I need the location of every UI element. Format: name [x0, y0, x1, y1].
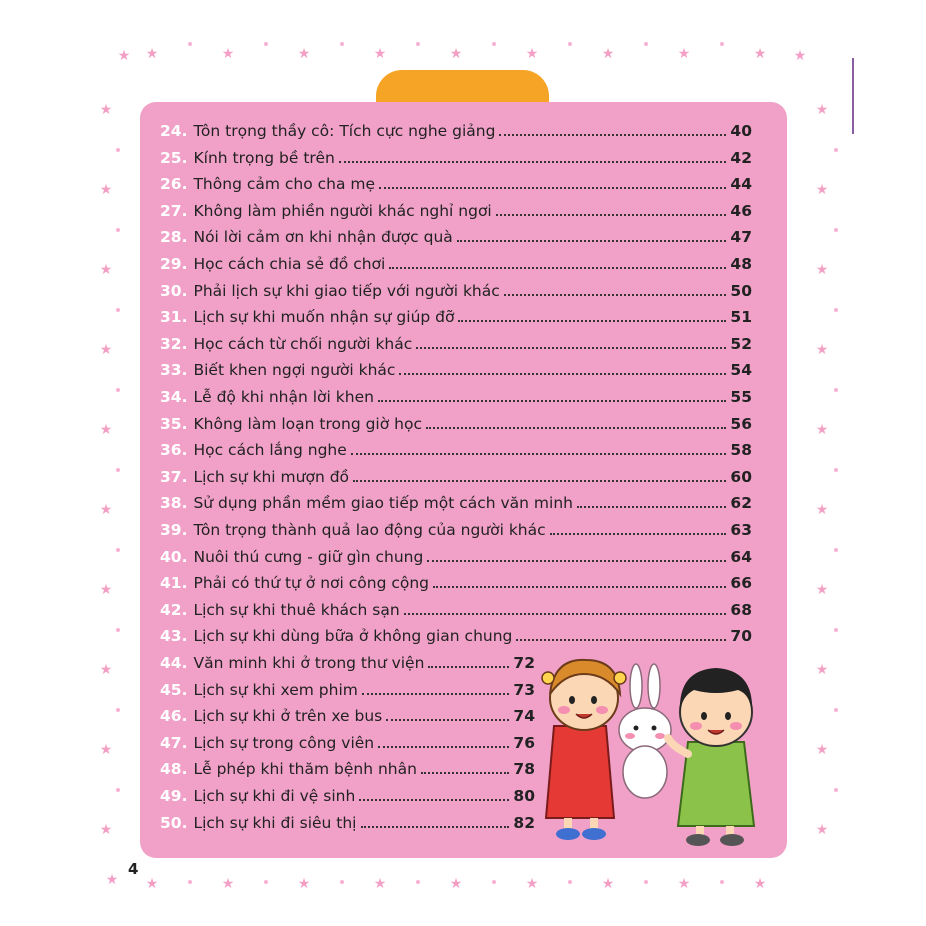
- toc-number: 36.: [160, 441, 188, 460]
- toc-row: [160, 118, 752, 144]
- toc-number: 29.: [160, 255, 188, 273]
- page-edge-mark: [852, 58, 854, 134]
- star-icon: ★: [753, 876, 767, 892]
- page-number: 4: [128, 860, 139, 878]
- toc-number: 35.: [160, 414, 188, 433]
- star-icon: ★: [601, 876, 615, 892]
- star-icon: ★: [815, 102, 829, 118]
- toc-page-number: 48: [730, 255, 752, 273]
- star-icon: ★: [815, 582, 829, 598]
- toc-dot-leader: [496, 214, 727, 216]
- border-dot: [116, 708, 120, 712]
- toc-row: [160, 597, 752, 623]
- star-icon: ★: [99, 182, 113, 198]
- star-icon: ★: [677, 876, 691, 892]
- toc-page-number: 55: [730, 388, 752, 406]
- toc-page-number: 52: [730, 334, 752, 353]
- toc-row: [160, 278, 752, 304]
- star-icon: ★: [677, 46, 691, 62]
- toc-title: Không làm phiền người khác nghỉ ngơi: [193, 201, 492, 220]
- toc-page-number: 72: [513, 654, 535, 672]
- toc-number: 34.: [160, 388, 188, 406]
- toc-page-number: 44: [730, 175, 752, 194]
- toc-row: [160, 730, 535, 756]
- toc-page-number: 78: [513, 760, 535, 779]
- toc-page-number: 56: [730, 414, 752, 433]
- toc-row: [160, 810, 535, 836]
- toc-title: Nuôi thú cưng - giữ gìn chung: [193, 547, 424, 566]
- toc-title: Văn minh khi ở trong thư viện: [193, 654, 425, 672]
- star-icon: ★: [99, 502, 113, 518]
- toc-number: 40.: [160, 547, 188, 566]
- toc-page-number: 62: [730, 494, 752, 513]
- toc-row: [160, 756, 535, 782]
- star-icon: ★: [815, 742, 829, 758]
- toc-number: 32.: [160, 334, 188, 353]
- star-icon: ★: [99, 422, 113, 438]
- star-icon: ★: [449, 46, 463, 62]
- toc-dot-leader: [416, 347, 726, 349]
- toc-page-number: 54: [730, 361, 752, 380]
- toc-title: Lịch sự khi mượn đồ: [193, 467, 350, 486]
- toc-title: Lịch sự khi đi siêu thị: [193, 813, 357, 832]
- border-dot: [568, 42, 572, 46]
- star-icon: ★: [145, 46, 159, 62]
- star-icon: ★: [793, 48, 807, 64]
- border-dot: [116, 388, 120, 392]
- toc-row: [160, 703, 535, 729]
- toc-dot-leader: [361, 826, 510, 828]
- border-dot: [416, 42, 420, 46]
- border-dot: [834, 788, 838, 792]
- star-icon: ★: [99, 742, 113, 758]
- toc-row: [160, 357, 752, 383]
- toc-title: Học cách chia sẻ đồ chơi: [193, 255, 386, 273]
- toc-title: Nói lời cảm ơn khi nhận được quà: [193, 228, 453, 247]
- star-icon: ★: [449, 876, 463, 892]
- toc-number: 49.: [160, 787, 188, 805]
- toc-number: 45.: [160, 680, 188, 699]
- toc-title: Lịch sự khi xem phim: [193, 680, 358, 699]
- toc-page-number: 74: [513, 707, 535, 726]
- toc-row: [160, 623, 752, 649]
- star-icon: ★: [99, 262, 113, 278]
- toc-row: [160, 198, 752, 224]
- border-dot: [834, 228, 838, 232]
- border-dot: [834, 548, 838, 552]
- toc-title: Học cách từ chối người khác: [193, 334, 413, 353]
- border-dot: [116, 548, 120, 552]
- toc-number: 41.: [160, 574, 188, 593]
- toc-title: Học cách lắng nghe: [193, 441, 347, 460]
- toc-page-number: 70: [730, 627, 752, 646]
- star-icon: ★: [297, 46, 311, 62]
- star-icon: ★: [105, 872, 119, 888]
- star-icon: ★: [99, 822, 113, 838]
- girl-with-bunny-illustration: [542, 660, 626, 840]
- star-icon: ★: [815, 502, 829, 518]
- toc-dot-leader: [378, 400, 726, 402]
- toc-dot-leader: [577, 506, 726, 508]
- border-dot: [492, 880, 496, 884]
- toc-number: 31.: [160, 308, 188, 327]
- star-icon: ★: [99, 102, 113, 118]
- star-icon: ★: [99, 582, 113, 598]
- border-dot: [116, 788, 120, 792]
- toc-title: Lịch sự khi muốn nhận sự giúp đỡ: [193, 308, 455, 327]
- toc-number: 33.: [160, 361, 188, 380]
- toc-dot-leader: [550, 533, 727, 535]
- star-icon: ★: [753, 46, 767, 62]
- toc-number: 44.: [160, 654, 188, 672]
- star-icon: ★: [815, 822, 829, 838]
- toc-title: Không làm loạn trong giờ học: [193, 414, 422, 433]
- toc-dot-leader: [378, 746, 509, 748]
- toc-number: 37.: [160, 467, 188, 486]
- toc-page-number: 47: [730, 228, 752, 247]
- toc-dot-leader: [339, 161, 727, 163]
- toc-number: 24.: [160, 122, 188, 140]
- border-dot: [492, 42, 496, 46]
- star-icon: ★: [815, 422, 829, 438]
- toc-dot-leader: [404, 613, 727, 615]
- star-icon: ★: [297, 876, 311, 892]
- toc-row: [160, 304, 752, 330]
- toc-page-number: 82: [513, 813, 535, 832]
- toc-title: Lịch sự khi dùng bữa ở không gian chung: [193, 627, 513, 646]
- toc-page-number: 50: [730, 281, 752, 300]
- toc-title: Lịch sự trong công viên: [193, 733, 375, 752]
- toc-title: Tôn trọng thành quả lao động của người khác: [193, 521, 546, 539]
- toc-title: Tôn trọng thầy cô: Tích cực nghe giảng: [193, 122, 496, 140]
- star-icon: ★: [99, 342, 113, 358]
- border-dot: [834, 468, 838, 472]
- border-dot: [834, 148, 838, 152]
- toc-dot-leader: [458, 320, 726, 322]
- toc-row: [160, 224, 752, 250]
- border-dot: [340, 880, 344, 884]
- border-dot: [116, 308, 120, 312]
- toc-dot-leader: [426, 427, 726, 429]
- border-dot: [568, 880, 572, 884]
- toc-dot-leader: [516, 639, 726, 641]
- star-icon: ★: [601, 46, 615, 62]
- toc-row: [160, 384, 752, 410]
- toc-page-number: 80: [513, 787, 535, 805]
- toc-page-number: 46: [730, 201, 752, 220]
- toc-title: Lịch sự khi thuê khách sạn: [193, 600, 400, 619]
- toc-title: Biết khen ngợi người khác: [193, 361, 396, 380]
- star-icon: ★: [815, 182, 829, 198]
- toc-number: 47.: [160, 733, 188, 752]
- border-dot: [116, 628, 120, 632]
- toc-row: [160, 544, 752, 570]
- toc-page-number: 66: [730, 574, 752, 593]
- toc-number: 38.: [160, 494, 188, 513]
- toc-row: [160, 145, 752, 171]
- toc-number: 25.: [160, 148, 188, 167]
- border-dot: [834, 628, 838, 632]
- toc-dot-leader: [427, 560, 726, 562]
- toc-row: [160, 251, 752, 277]
- star-icon: ★: [221, 46, 235, 62]
- toc-page-number: 68: [730, 600, 752, 619]
- toc-row: [160, 783, 535, 809]
- toc-page-number: 58: [730, 441, 752, 460]
- toc-row: [160, 517, 752, 543]
- toc-title: Sử dụng phần mềm giao tiếp một cách văn minh: [193, 494, 573, 513]
- toc-number: 42.: [160, 600, 188, 619]
- toc-dot-leader: [504, 294, 727, 296]
- border-dot: [264, 42, 268, 46]
- toc-page-number: 42: [730, 148, 752, 167]
- toc-title: Kính trọng bề trên: [193, 148, 335, 167]
- border-dot: [116, 228, 120, 232]
- star-icon: ★: [117, 48, 131, 64]
- toc-title: Thông cảm cho cha mẹ: [193, 175, 376, 194]
- star-icon: ★: [221, 876, 235, 892]
- children-illustration: [540, 650, 776, 850]
- toc-number: 46.: [160, 707, 188, 726]
- border-dot: [644, 42, 648, 46]
- girl-green-dress-illustration: [668, 668, 754, 846]
- toc-title: Lễ phép khi thăm bệnh nhân: [193, 760, 417, 779]
- toc-dot-leader: [362, 693, 510, 695]
- border-dot: [188, 42, 192, 46]
- star-icon: ★: [815, 262, 829, 278]
- star-icon: ★: [373, 876, 387, 892]
- toc-dot-leader: [389, 267, 726, 269]
- border-dot: [188, 880, 192, 884]
- toc-row: [160, 570, 752, 596]
- toc-row: [160, 437, 752, 463]
- toc-page-number: 63: [730, 521, 752, 539]
- border-dot: [416, 880, 420, 884]
- toc-number: 27.: [160, 201, 188, 220]
- toc-title: Lịch sự khi đi vệ sinh: [193, 787, 356, 805]
- toc-number: 48.: [160, 760, 188, 779]
- toc-number: 26.: [160, 175, 188, 194]
- star-icon: ★: [815, 342, 829, 358]
- star-icon: ★: [525, 46, 539, 62]
- bunny-toy-illustration: [619, 664, 671, 798]
- star-icon: ★: [373, 46, 387, 62]
- toc-row: [160, 490, 752, 516]
- border-dot: [644, 880, 648, 884]
- star-icon: ★: [525, 876, 539, 892]
- border-dot: [834, 708, 838, 712]
- toc-row: [160, 464, 752, 490]
- border-dot: [720, 42, 724, 46]
- toc-page-number: 64: [730, 547, 752, 566]
- border-dot: [834, 308, 838, 312]
- toc-dot-leader: [379, 187, 726, 189]
- toc-row: [160, 677, 535, 703]
- toc-dot-leader: [353, 480, 726, 482]
- toc-dot-leader: [433, 586, 726, 588]
- toc-row: [160, 331, 752, 357]
- star-icon: ★: [815, 662, 829, 678]
- toc-dot-leader: [351, 453, 727, 455]
- toc-title: Lễ độ khi nhận lời khen: [193, 388, 374, 406]
- border-dot: [720, 880, 724, 884]
- toc-number: 30.: [160, 281, 188, 300]
- toc-title: Lịch sự khi ở trên xe bus: [193, 707, 383, 726]
- toc-page-number: 40: [730, 122, 752, 140]
- border-dot: [264, 880, 268, 884]
- toc-page-number: 60: [730, 467, 752, 486]
- toc-dot-leader: [359, 799, 509, 801]
- border-dot: [116, 148, 120, 152]
- toc-row: [160, 171, 752, 197]
- toc-dot-leader: [399, 373, 726, 375]
- toc-row: [160, 650, 535, 676]
- toc-number: 39.: [160, 521, 188, 539]
- toc-dot-leader: [386, 719, 509, 721]
- toc-dot-leader: [457, 240, 727, 242]
- toc-row: [160, 411, 752, 437]
- toc-title: Phải lịch sự khi giao tiếp với người khác: [193, 281, 500, 300]
- border-dot: [834, 388, 838, 392]
- star-icon: ★: [99, 662, 113, 678]
- toc-page-number: 76: [513, 733, 535, 752]
- toc-number: 28.: [160, 228, 188, 247]
- border-dot: [340, 42, 344, 46]
- toc-page-number: 73: [513, 680, 535, 699]
- border-dot: [116, 468, 120, 472]
- toc-dot-leader: [428, 666, 509, 668]
- toc-page-number: 51: [730, 308, 752, 327]
- toc-dot-leader: [499, 134, 726, 136]
- toc-title: Phải có thứ tự ở nơi công cộng: [193, 574, 429, 593]
- star-icon: ★: [145, 876, 159, 892]
- toc-number: 50.: [160, 813, 188, 832]
- toc-dot-leader: [421, 772, 510, 774]
- toc-number: 43.: [160, 627, 188, 646]
